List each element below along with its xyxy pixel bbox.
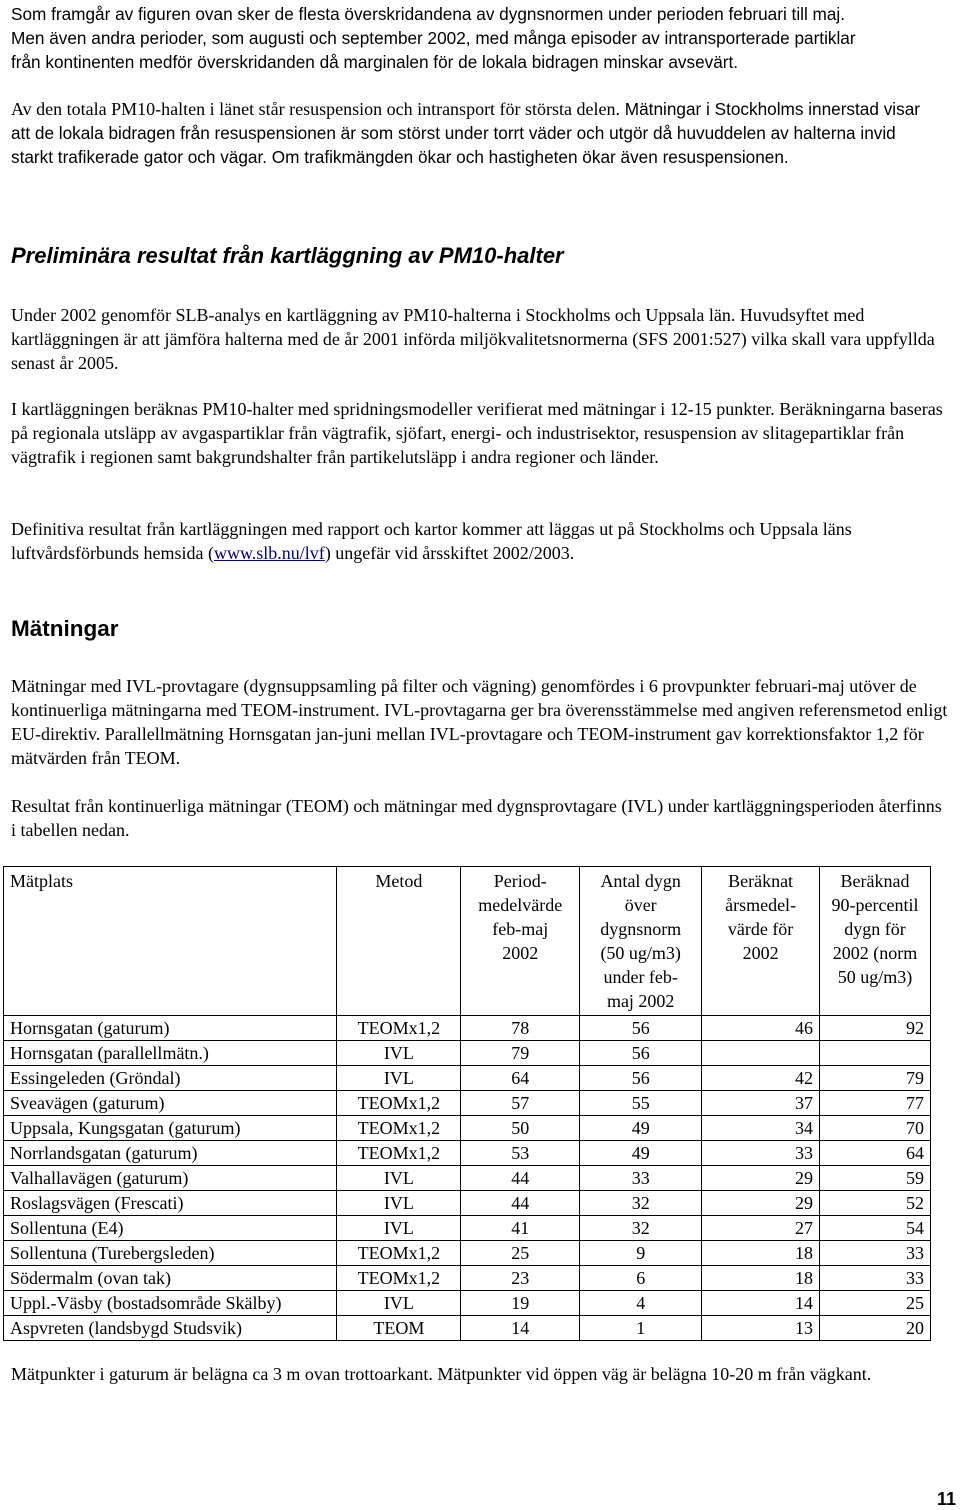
header-line: Antal dygn — [600, 871, 681, 891]
cell-periodmedel: 23 — [461, 1266, 580, 1291]
cell-metod: TEOMx1,2 — [337, 1241, 461, 1266]
header-line: feb-maj — [492, 919, 549, 939]
header-line: 50 ug/m3) — [837, 967, 913, 987]
table-row — [4, 1041, 931, 1066]
cell-percentil: 33 — [820, 1266, 931, 1291]
intro-line: Men även andra perioder, som augusti och september 2002, med många episoder av intransporterade partiklar — [11, 28, 856, 48]
header-antal-dygn — [580, 867, 702, 1016]
cell-percentil — [820, 1041, 931, 1066]
para3-text-before: Definitiva resultat från kartläggningen med rapport och kartor kommer att läggas ut på Stockholms och Uppsala läns luftvårdsförbunds hemsida ( — [11, 519, 852, 563]
cell-arsmedel: 14 — [702, 1291, 820, 1316]
cell-arsmedel — [702, 1041, 820, 1066]
cell-metod: IVL — [337, 1066, 461, 1091]
cell-matplats: Uppl.-Väsby (bostadsområde Skälby) — [4, 1291, 337, 1316]
intro-paragraph-2-serif: Av den totala PM10-halten i länet står resuspension och intransport för största delen. — [11, 99, 621, 119]
header-line: årsmedel- — [725, 895, 797, 915]
header-line: värde för — [727, 919, 794, 939]
cell-periodmedel: 19 — [461, 1291, 580, 1316]
cell-percentil: 52 — [820, 1191, 931, 1216]
cell-matplats: Södermalm (ovan tak) — [4, 1266, 337, 1291]
cell-matplats: Norrlandsgatan (gaturum) — [4, 1141, 337, 1166]
cell-metod: TEOMx1,2 — [337, 1016, 461, 1041]
cell-antal-dygn: 49 — [580, 1141, 702, 1166]
cell-arsmedel: 46 — [702, 1016, 820, 1041]
header-line: Period- — [493, 871, 547, 891]
table-row — [4, 1141, 931, 1166]
cell-metod: IVL — [337, 1291, 461, 1316]
table-row — [4, 1216, 931, 1241]
cell-arsmedel: 33 — [702, 1141, 820, 1166]
cell-metod: TEOMx1,2 — [337, 1141, 461, 1166]
cell-periodmedel: 50 — [461, 1116, 580, 1141]
cell-arsmedel: 29 — [702, 1166, 820, 1191]
cell-antal-dygn: 56 — [580, 1066, 702, 1091]
para3-text-after: ) ungefär vid årsskiftet 2002/2003. — [324, 543, 575, 563]
cell-metod: TEOMx1,2 — [337, 1266, 461, 1291]
header-line: dygn för — [844, 919, 906, 939]
cell-percentil: 33 — [820, 1241, 931, 1266]
header-line: 90-percentil — [831, 895, 919, 915]
cell-antal-dygn: 1 — [580, 1316, 702, 1341]
cell-percentil: 92 — [820, 1016, 931, 1041]
cell-matplats: Valhallavägen (gaturum) — [4, 1166, 337, 1191]
section1-paragraph-3 — [11, 517, 946, 565]
cell-percentil: 70 — [820, 1116, 931, 1141]
cell-antal-dygn: 6 — [580, 1266, 702, 1291]
intro-line: från kontinenten medför överskridanden då marginalen för de lokala bidragen minskar avsevärt. — [11, 52, 739, 72]
cell-periodmedel: 78 — [461, 1016, 580, 1041]
section2-paragraph-1: Mätningar med IVL-provtagare (dygnsuppsamling på filter och vägning) genomfördes i 6 provpunkter februari-maj utöver de kontinuerliga mätningarna med TEOM-instrument. IVL-provtagarna ger bra överensstämmelse med angiven referensmetod enligt EU-direktiv. Parallellmätning Hornsgatan jan-juni mellan IVL-provtagare och TEOM-instrument gav korrektionsfaktor 1,2 för mätvärden från TEOM. — [11, 676, 948, 768]
cell-percentil: 20 — [820, 1316, 931, 1341]
table-row — [4, 1116, 931, 1141]
intro-line: Som framgår av figuren ovan sker de flesta överskridandena av dygnsnormen under perioden februari till maj. — [11, 4, 846, 24]
cell-antal-dygn: 49 — [580, 1116, 702, 1141]
header-line: under feb- — [603, 967, 678, 987]
table-row — [4, 1091, 931, 1116]
intro-paragraph-2-sans: Mätningar i Stockholms innerstad visar att de lokala bidragen från resuspensionen är som störst under torrt väder och utgör då huvuddelen av halterna invid starkt trafikerade gator och vägar. Om trafikmängden ökar och hastigheten ökar även resuspensionen. — [11, 99, 920, 167]
cell-metod: IVL — [337, 1041, 461, 1066]
cell-matplats: Roslagsvägen (Frescati) — [4, 1191, 337, 1216]
cell-matplats: Sollentuna (E4) — [4, 1216, 337, 1241]
cell-matplats: Sollentuna (Turebergsleden) — [4, 1241, 337, 1266]
cell-metod: IVL — [337, 1216, 461, 1241]
cell-matplats: Essingeleden (Gröndal) — [4, 1066, 337, 1091]
header-line: över — [624, 895, 657, 915]
cell-periodmedel: 64 — [461, 1066, 580, 1091]
cell-antal-dygn: 9 — [580, 1241, 702, 1266]
cell-antal-dygn: 4 — [580, 1291, 702, 1316]
section1-paragraph-2: I kartläggningen beräknas PM10-halter med spridningsmodeller verifierat med mätningar i 12-15 punkter. Beräkningarna baseras på regionala utsläpp av avgaspartiklar från vägtrafik, sjöfart, energi- och industrisektor, resuspension av slitagepartiklar från vägtrafik i regionen samt bakgrundshalter från partikelutsläpp i andra regioner och länder. — [11, 399, 943, 467]
cell-antal-dygn: 32 — [580, 1216, 702, 1241]
header-line: Mätplats — [10, 871, 73, 891]
intro-paragraph-2 — [11, 97, 941, 169]
table-header-row — [4, 867, 931, 1016]
header-line: Metod — [375, 871, 423, 891]
cell-matplats: Aspvreten (landsbygd Studsvik) — [4, 1316, 337, 1341]
cell-arsmedel: 29 — [702, 1191, 820, 1216]
cell-antal-dygn: 33 — [580, 1166, 702, 1191]
cell-arsmedel: 13 — [702, 1316, 820, 1341]
table-row — [4, 1066, 931, 1091]
cell-percentil: 59 — [820, 1166, 931, 1191]
cell-metod: TEOMx1,2 — [337, 1091, 461, 1116]
cell-arsmedel: 37 — [702, 1091, 820, 1116]
table-row — [4, 1316, 931, 1341]
header-arsmedelvarde — [702, 867, 820, 1016]
header-metod — [337, 867, 461, 1016]
cell-metod: TEOM — [337, 1316, 461, 1341]
header-90-percentil — [820, 867, 931, 1016]
header-line: medelvärde — [478, 895, 563, 915]
cell-matplats: Uppsala, Kungsgatan (gaturum) — [4, 1116, 337, 1141]
page-number: 11 — [936, 1489, 956, 1509]
cell-percentil: 77 — [820, 1091, 931, 1116]
header-line: Beräknad — [840, 871, 910, 891]
cell-metod: IVL — [337, 1191, 461, 1216]
slb-website-link[interactable]: www.slb.nu/lvf — [213, 543, 325, 563]
cell-metod: IVL — [337, 1166, 461, 1191]
cell-matplats: Sveavägen (gaturum) — [4, 1091, 337, 1116]
cell-periodmedel: 14 — [461, 1316, 580, 1341]
cell-antal-dygn: 55 — [580, 1091, 702, 1116]
cell-periodmedel: 25 — [461, 1241, 580, 1266]
table-row — [4, 1191, 931, 1216]
cell-antal-dygn: 32 — [580, 1191, 702, 1216]
section1-paragraph-1: Under 2002 genomför SLB-analys en kartläggning av PM10-halterna i Stockholms och Uppsala län. Huvudsyftet med kartläggningen är att jämföra halterna med de år 2001 införda miljökvalitetsnormerna (SFS 2001:527) vilka skall vara uppfyllda senast år 2005. — [11, 305, 935, 373]
cell-periodmedel: 41 — [461, 1216, 580, 1241]
table-row — [4, 1166, 931, 1191]
cell-percentil: 79 — [820, 1066, 931, 1091]
header-line: 2002 (norm — [832, 943, 918, 963]
cell-metod: TEOMx1,2 — [337, 1116, 461, 1141]
cell-arsmedel: 18 — [702, 1266, 820, 1291]
header-line: 2002 — [502, 943, 539, 963]
header-periodmedelvarde — [461, 867, 580, 1016]
header-line: maj 2002 — [606, 991, 675, 1011]
section-heading-preliminary-results: Preliminära resultat från kartläggning av PM10-halter — [11, 243, 564, 268]
table-row — [4, 1016, 931, 1041]
cell-arsmedel: 18 — [702, 1241, 820, 1266]
cell-matplats: Hornsgatan (parallellmätn.) — [4, 1041, 337, 1066]
pm10-results-table — [3, 866, 931, 1341]
cell-percentil: 54 — [820, 1216, 931, 1241]
table-row — [4, 1241, 931, 1266]
cell-percentil: 64 — [820, 1141, 931, 1166]
cell-antal-dygn: 56 — [580, 1016, 702, 1041]
cell-percentil: 25 — [820, 1291, 931, 1316]
header-line: Beräknat — [728, 871, 794, 891]
header-line: dygnsnorm — [600, 919, 682, 939]
cell-antal-dygn: 56 — [580, 1041, 702, 1066]
header-line: 2002 — [742, 943, 779, 963]
cell-arsmedel: 27 — [702, 1216, 820, 1241]
cell-matplats: Hornsgatan (gaturum) — [4, 1016, 337, 1041]
intro-paragraph-1 — [11, 2, 951, 74]
cell-arsmedel: 42 — [702, 1066, 820, 1091]
cell-periodmedel: 57 — [461, 1091, 580, 1116]
cell-periodmedel: 44 — [461, 1191, 580, 1216]
table-row — [4, 1291, 931, 1316]
cell-periodmedel: 53 — [461, 1141, 580, 1166]
section2-paragraph-2: Resultat från kontinuerliga mätningar (TEOM) och mätningar med dygnsprovtagare (IVL) under kartläggningsperioden återfinns i tabellen nedan. — [11, 796, 942, 840]
cell-arsmedel: 34 — [702, 1116, 820, 1141]
header-matplats — [4, 867, 337, 1016]
table-footnote: Mätpunkter i gaturum är belägna ca 3 m ovan trottoarkant. Mätpunkter vid öppen väg är belägna 10-20 m från vägkant. — [11, 1364, 872, 1384]
cell-periodmedel: 44 — [461, 1166, 580, 1191]
table-row — [4, 1266, 931, 1291]
cell-periodmedel: 79 — [461, 1041, 580, 1066]
section-heading-measurements: Mätningar — [11, 616, 119, 641]
header-line: (50 ug/m3) — [600, 943, 681, 963]
